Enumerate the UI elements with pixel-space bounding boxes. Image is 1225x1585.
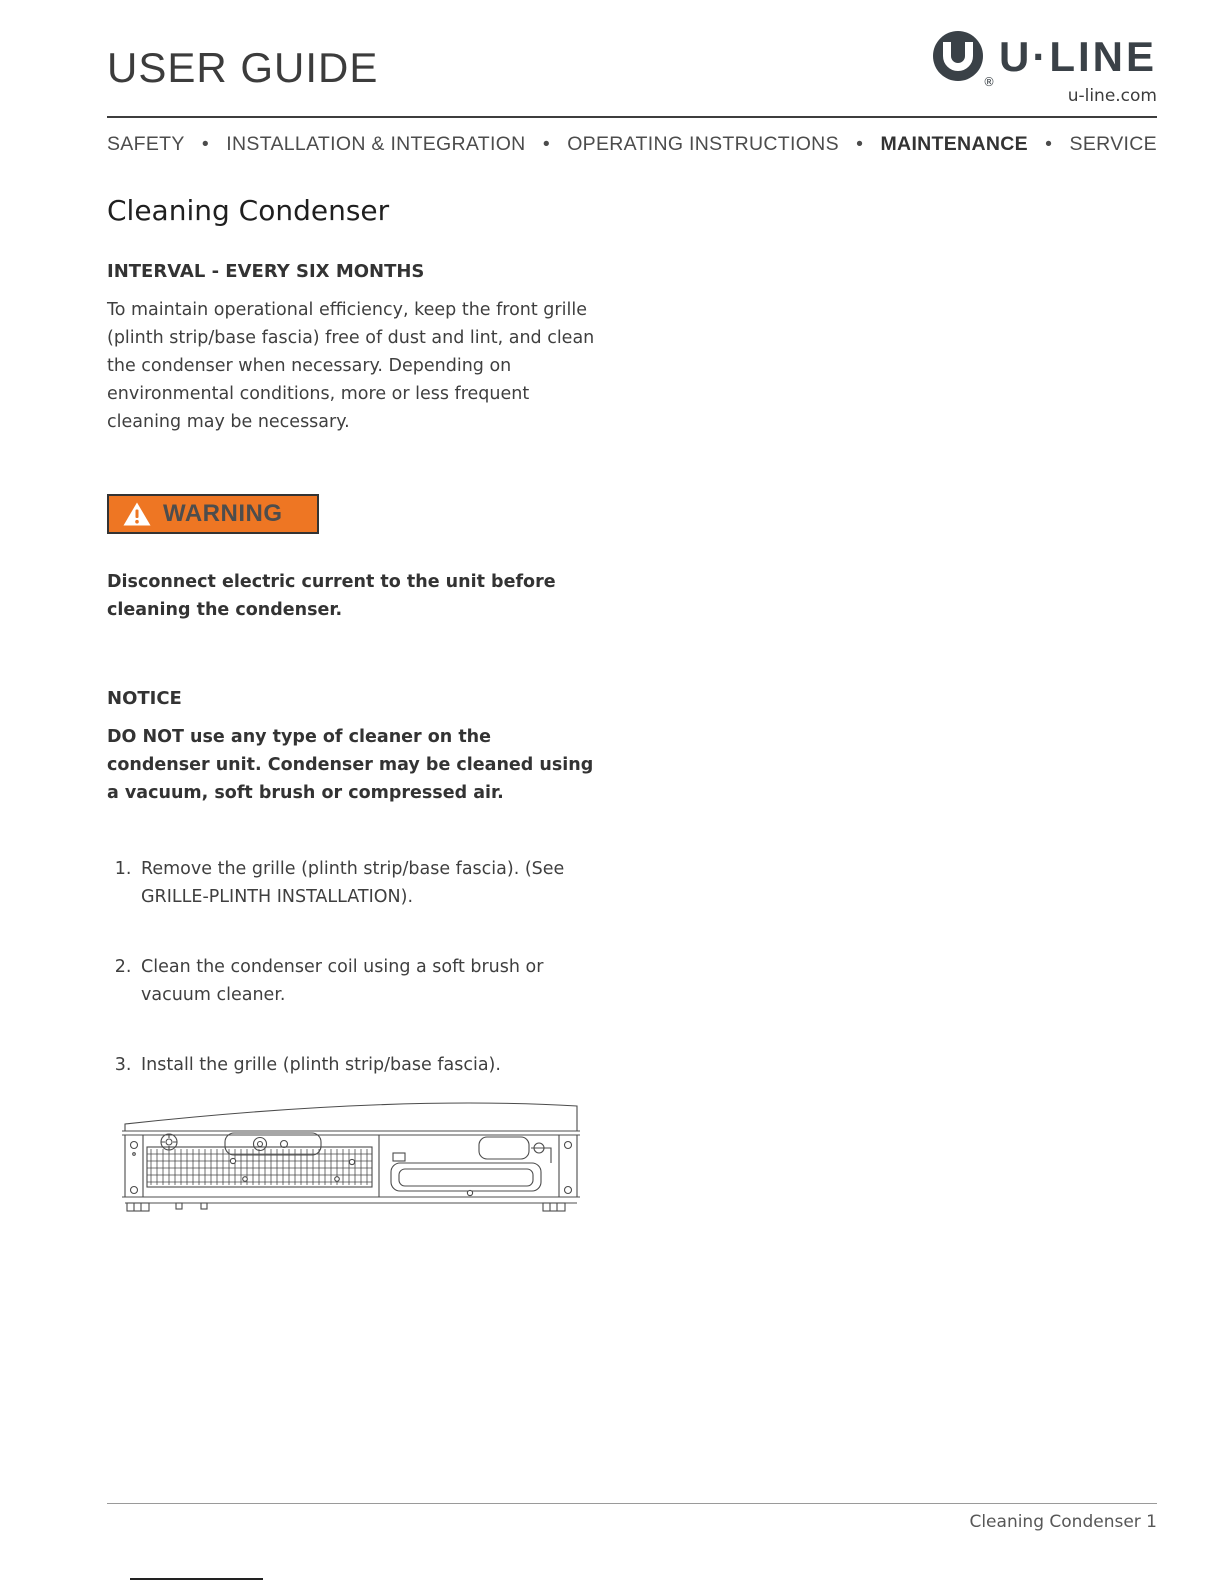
interval-heading: INTERVAL - EVERY SIX MONTHS bbox=[107, 261, 425, 282]
brand-lockup bbox=[931, 30, 1157, 89]
nav-separator: • bbox=[201, 133, 210, 155]
page-title: Cleaning Condenser bbox=[107, 194, 390, 227]
intro-paragraph: To maintain operational efficiency, keep the front grille (plinth strip/base fascia) free of dust and lint, and clean the condenser when necessary. Depending on environmental conditions, more or less frequent cleaning may be necessary. bbox=[107, 300, 595, 432]
warning-banner bbox=[107, 494, 319, 534]
step-text: Remove the grille (plinth strip/base fascia). (See GRILLE-PLINTH INSTALLATION). bbox=[141, 859, 565, 907]
warning-message: Disconnect electric current to the unit before cleaning the condenser. bbox=[107, 572, 556, 620]
footer-page-label: Cleaning Condenser 1 bbox=[969, 1512, 1157, 1532]
nav-item-operating-instructions: OPERATING INSTRUCTIONS bbox=[567, 133, 839, 155]
section-nav bbox=[107, 133, 1157, 156]
brand-wordmark: U·LINE bbox=[999, 33, 1157, 80]
step-item bbox=[137, 1051, 599, 1079]
uline-logo-icon bbox=[931, 30, 995, 89]
header-rule bbox=[107, 116, 1157, 118]
step-text: Clean the condenser coil using a soft brush or vacuum cleaner. bbox=[141, 957, 544, 1005]
masthead bbox=[107, 30, 1157, 106]
step-text: Install the grille (plinth strip/base fascia). bbox=[141, 1055, 501, 1075]
footer-link-underline bbox=[130, 1578, 263, 1580]
warning-triangle-icon bbox=[122, 501, 152, 527]
uline-brand bbox=[931, 30, 1157, 106]
notice-heading: NOTICE bbox=[107, 688, 182, 709]
warning-label: WARNING bbox=[163, 500, 283, 527]
step-item bbox=[137, 855, 599, 911]
step-item bbox=[137, 953, 599, 1009]
notice-message: DO NOT use any type of cleaner on the condenser unit. Condenser may be cleaned using a vacuum, soft brush or compressed air. bbox=[107, 727, 594, 803]
nav-separator: • bbox=[542, 133, 550, 155]
registered-mark: ® bbox=[983, 75, 995, 89]
condenser-diagram bbox=[107, 1091, 585, 1227]
doc-title: USER GUIDE bbox=[107, 44, 379, 91]
nav-item-maintenance: MAINTENANCE bbox=[880, 133, 1028, 155]
footer-rule bbox=[107, 1503, 1157, 1504]
nav-item-installation-integration: INSTALLATION & INTEGRATION bbox=[226, 133, 526, 155]
website-link[interactable]: u-line.com bbox=[1067, 86, 1157, 106]
nav-item-safety: SAFETY bbox=[107, 133, 185, 155]
nav-separator: • bbox=[1045, 133, 1053, 155]
nav-item-service: SERVICE bbox=[1069, 133, 1157, 155]
procedure-steps bbox=[107, 855, 599, 1079]
nav-separator: • bbox=[856, 133, 864, 155]
